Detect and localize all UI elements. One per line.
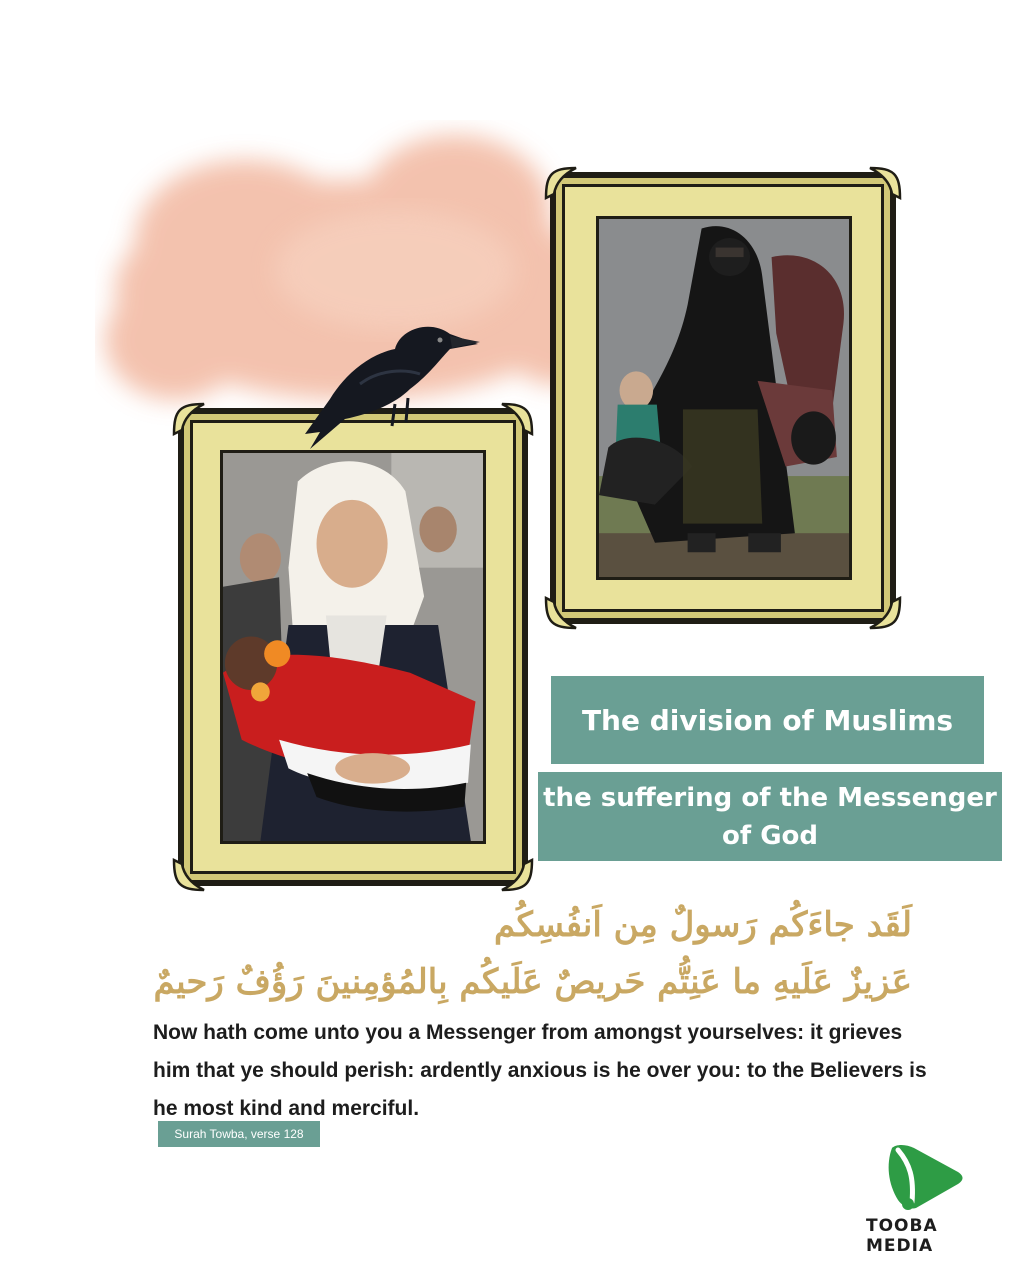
- frame-ornament-icon: [170, 856, 208, 894]
- woman-carrying-child-icon: [223, 453, 483, 841]
- frame-ornament-icon: [498, 400, 536, 438]
- crow-icon: [300, 314, 485, 454]
- play-leaf-icon: [884, 1144, 966, 1214]
- verse-arabic-line-1: لَقَد جاءَكُم رَسولٌ مِن اَنفُسِكُم: [493, 905, 912, 945]
- veiled-woman-photo: [596, 216, 852, 580]
- woman-carrying-child-photo: [220, 450, 486, 844]
- brand-name: TOOBA MEDIA: [866, 1216, 938, 1256]
- frame-ornament-icon: [498, 856, 536, 894]
- frame-ornament-icon: [866, 164, 904, 202]
- subtitle-banner: the suffering of the Messenger of God: [538, 772, 1002, 861]
- verse-translation: Now hath come unto you a Messenger from amongst yourselves: it grieves him that ye should perish: ardently anxious is he over you: to the Believers is he most kind and merciful.: [153, 1021, 927, 1120]
- veiled-woman-with-child-icon: [599, 219, 849, 577]
- frame-ornament-icon: [866, 594, 904, 632]
- title-banner: The division of Muslims: [551, 676, 984, 764]
- frame-ornament-icon: [542, 164, 580, 202]
- verse-source-label: Surah Towba, verse 128: [158, 1121, 320, 1147]
- verse-arabic-line-2: عَزيزٌ عَلَيهِ ما عَنِتُّم حَريصٌ عَلَيكُم بِالمُؤمِنينَ رَؤُفٌ رَحيمٌ: [153, 962, 912, 1002]
- frame-ornament-icon: [542, 594, 580, 632]
- frame-ornament-icon: [170, 400, 208, 438]
- photo-frame-left: [178, 408, 528, 886]
- photo-frame-right: [550, 172, 896, 624]
